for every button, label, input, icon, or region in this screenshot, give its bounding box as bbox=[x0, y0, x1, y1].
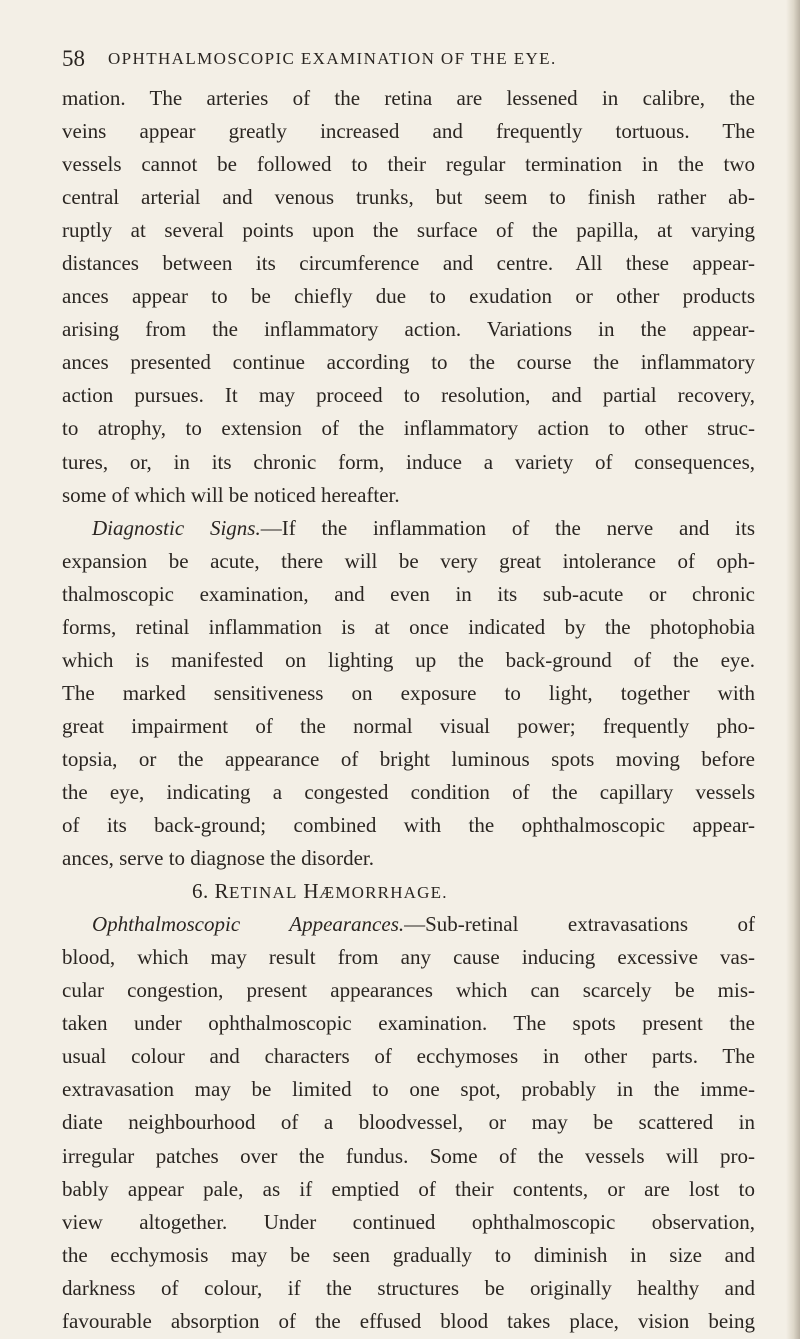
paragraph-lead-line bbox=[62, 512, 755, 545]
text-line: expansion be acute, there will be very great intolerance of oph- bbox=[62, 548, 755, 573]
text-line: ances presented continue according to the course the inflammatory bbox=[62, 350, 755, 375]
text-line: ances, serve to diagnose the disorder. bbox=[62, 846, 374, 871]
text-line: central arterial and venous trunks, but seem to finish rather ab- bbox=[62, 185, 755, 210]
text-line: usual colour and characters of ecchymoses in other parts. The bbox=[62, 1044, 755, 1069]
text-line: thalmoscopic examination, and even in its sub-acute or chronic bbox=[62, 581, 755, 606]
text-line: the ecchymosis may be seen gradually to diminish in size and bbox=[62, 1242, 755, 1267]
text-line: ances appear to be chiefly due to exudation or other products bbox=[62, 284, 755, 309]
text-line: favourable absorption of the effused blood takes place, vision being bbox=[62, 1308, 755, 1333]
page-number: 58 bbox=[62, 46, 85, 71]
section-heading-line bbox=[62, 875, 755, 908]
text-line: darkness of colour, if the structures be originally healthy and bbox=[62, 1275, 755, 1300]
text-line: forms, retinal inflammation is at once indicated by the photophobia bbox=[62, 614, 755, 639]
section-title-smallcaps: ÆMORRHAGE. bbox=[319, 883, 448, 903]
page-edge-shadow bbox=[786, 0, 800, 1339]
text-line: to atrophy, to extension of the inflammatory action to other struc- bbox=[62, 416, 755, 441]
section-title-smallcaps: ETINAL bbox=[229, 883, 298, 903]
text-line: extravasation may be limited to one spot, probably in the imme- bbox=[62, 1077, 755, 1102]
text-line: which is manifested on lighting up the back-ground of the eye. bbox=[62, 647, 755, 672]
text-line: cular congestion, present appearances which can scarcely be mis- bbox=[62, 978, 755, 1003]
page-header bbox=[62, 42, 752, 76]
text-line: bably appear pale, as if emptied of their contents, or are lost to bbox=[62, 1176, 755, 1201]
paragraph-lead-line bbox=[62, 908, 755, 941]
text-line: great impairment of the normal visual power; frequently pho- bbox=[62, 713, 755, 738]
section-title-cap: H bbox=[303, 879, 320, 904]
text-line: ruptly at several points upon the surface of the papilla, at varying bbox=[62, 218, 755, 243]
run-in-heading: Ophthalmoscopic Appearances. bbox=[92, 912, 405, 937]
text-line: the eye, indicating a congested condition of the capillary vessels bbox=[62, 779, 755, 804]
text-line: mation. The arteries of the retina are lessened in calibre, the bbox=[62, 86, 755, 110]
text-line: some of which will be noticed hereafter. bbox=[62, 482, 400, 507]
text-line: topsia, or the appearance of bright luminous spots moving before bbox=[62, 746, 755, 771]
text-line: distances between its circumference and centre. All these appear- bbox=[62, 251, 755, 276]
body-text bbox=[62, 82, 755, 1338]
section-title-cap: R bbox=[214, 879, 230, 904]
text-line: of its back-ground; combined with the ophthalmoscopic appear- bbox=[62, 813, 755, 838]
running-title: OPHTHALMOSCOPIC EXAMINATION OF THE EYE. bbox=[108, 49, 557, 68]
section-number: 6. bbox=[192, 879, 209, 904]
text-line: blood, which may result from any cause inducing excessive vas- bbox=[62, 945, 755, 970]
text-run: —Sub-retinal extravasations of bbox=[404, 912, 755, 937]
text-line: action pursues. It may proceed to resolution, and partial recovery, bbox=[62, 383, 755, 408]
text-line: veins appear greatly increased and frequently tortuous. The bbox=[62, 119, 755, 144]
text-run: —If the inflammation of the nerve and its bbox=[260, 515, 755, 540]
text-line: tures, or, in its chronic form, induce a variety of consequences, bbox=[62, 449, 755, 474]
text-line: The marked sensitiveness on exposure to light, together with bbox=[62, 680, 755, 705]
text-line: taken under ophthalmoscopic examination. The spots present the bbox=[62, 1011, 755, 1036]
text-line: diate neighbourhood of a bloodvessel, or may be scattered in bbox=[62, 1110, 755, 1135]
section-heading bbox=[62, 875, 448, 909]
run-in-heading: Diagnostic Signs. bbox=[92, 515, 261, 540]
text-line: vessels cannot be followed to their regular termination in the two bbox=[62, 152, 755, 177]
text-line: irregular patches over the fundus. Some of the vessels will pro- bbox=[62, 1143, 755, 1168]
text-line: arising from the inflammatory action. Variations in the appear- bbox=[62, 317, 755, 342]
text-line: view altogether. Under continued ophthalmoscopic observation, bbox=[62, 1209, 755, 1234]
